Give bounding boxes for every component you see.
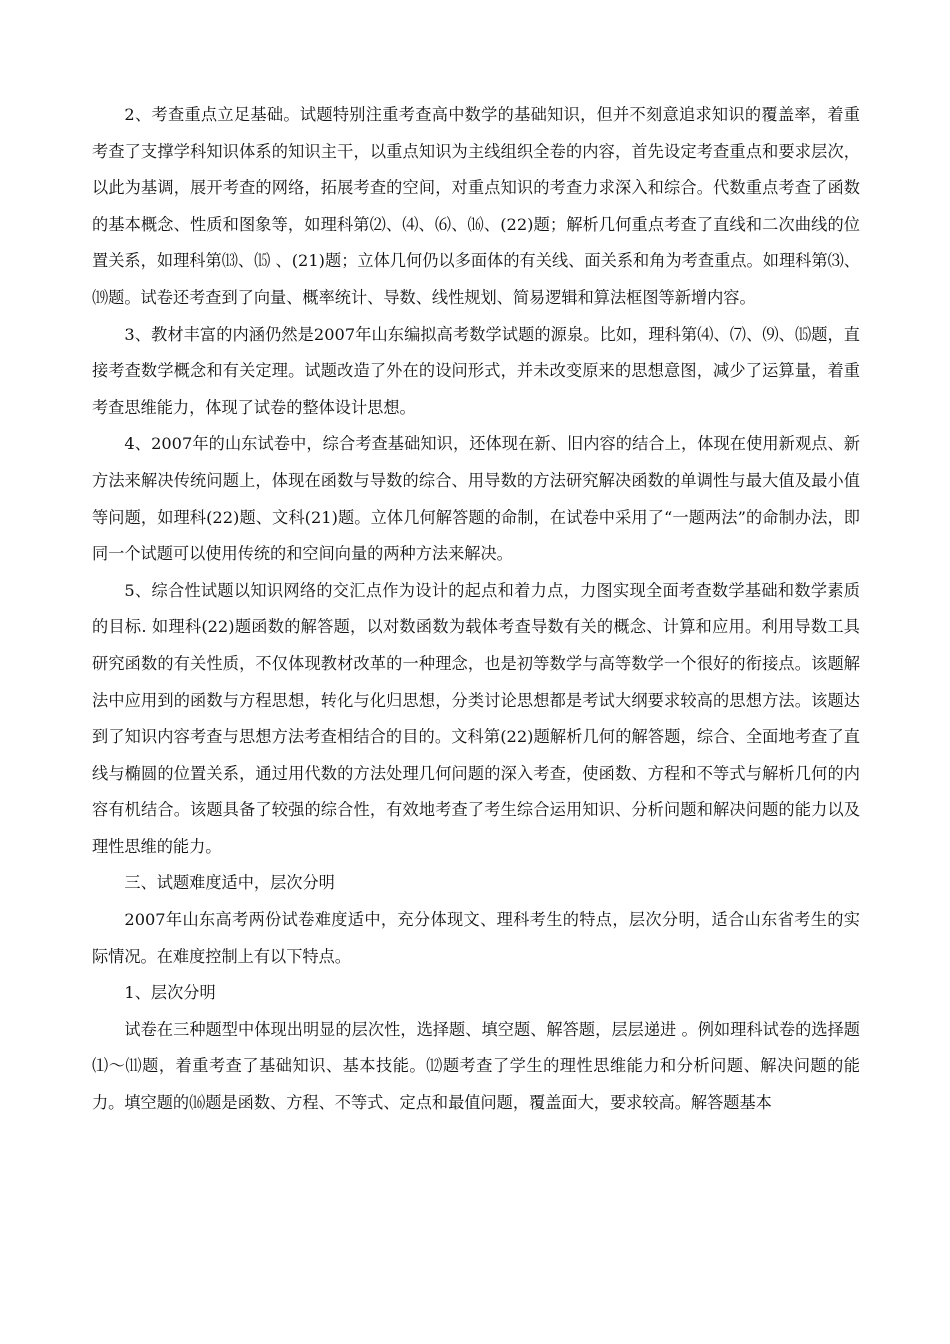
paragraph-point-5: 5、综合性试题以知识网络的交汇点作为设计的起点和着力点，力图实现全面考查数学基础和数学素质的目标. 如理科(22)题函数的解答题，以对数函数为载体考查导数有关的概念、计算和应用。利用导数工具研究函数的有关性质，不仅体现教材改革的一种理念，也是初等数学与高等数学一个很好的衔接点。该题解法中应用到的函数与方程思想，转化与化归思想，分类讨论思想都是考试大纲要求较高的思想方法。该题达到了知识内容考查与思想方法考查相结合的目的。文科第(22)题解析几何的解答题，综合、全面地考查了直线与椭圆的位置关系，通过用代数的方法处理几何问题的深入考查，使函数、方程和不等式与解析几何的内容有机结合。该题具备了较强的综合性，有效地考查了考生综合运用知识、分析问题和解决问题的能力以及理性思维的能力。 (92, 580, 860, 856)
subheading-levels: 1、层次分明 (124, 983, 216, 1003)
paragraph-point-3: 3、教材丰富的内涵仍然是2007年山东编拟高考数学试题的源泉。比如，理科第⑷、⑺、⑼、⒂题，直接考查数学概念和有关定理。试题改造了外在的设问形式，并未改变原来的思想意图，减少了运算量，着重考查思维能力，体现了试卷的整体设计思想。 (92, 324, 860, 417)
paragraph-point-2: 2、考查重点立足基础。试题特别注重考查高中数学的基础知识，但并不刻意追求知识的覆盖率，着重考查了支撑学科知识体系的知识主干，以重点知识为主线组织全卷的内容，首先设定考查重点和要求层次，以此为基调，展开考查的网络，拓展考查的空间，对重点知识的考查力求深入和综合。代数重点考查了函数的基本概念、性质和图象等，如理科第⑵、⑷、⑹、⒃、(22)题；解析几何重点考查了直线和二次曲线的位置关系，如理科第⒀、⒂ 、(21)题；立体几何仍以多面体的有关线、面关系和角为考查重点。如理科第⑶、⒆题。试卷还考查到了向量、概率统计、导数、线性规划、简易逻辑和算法框图等新增内容。 (92, 105, 860, 307)
paragraph-difficulty-intro: 2007年山东高考两份试卷难度适中，充分体现文、理科考生的特点，层次分明，适合山东省考生的实际情况。在难度控制上有以下特点。 (92, 910, 860, 966)
section-heading-difficulty: 三、试题难度适中，层次分明 (124, 873, 335, 893)
paragraph-levels: 试卷在三种题型中体现出明显的层次性，选择题、填空题、解答题，层层递进 。例如理科试卷的选择题⑴～⑾题，着重考查了基础知识、基本技能。⑿题考查了学生的理性思维能力和分析问题、解决问题的能力。填空题的⒃题是函数、方程、不等式、定点和最值问题，覆盖面大，要求较高。解答题基本 (92, 1019, 860, 1113)
paragraph-point-4: 4、2007年的山东试卷中，综合考查基础知识，还体现在新、旧内容的结合上，体现在使用新观点、新方法来解决传统问题上，体现在函数与导数的综合、用导数的方法研究解决函数的单调性与最大值及最小值等问题，如理科(22)题、文科(21)题。立体几何解答题的命制，在试卷中采用了“一题两法”的命制办法，即同一个试题可以使用传统的和空间向量的两种方法来解决。 (92, 434, 860, 564)
document-body (92, 97, 860, 1122)
